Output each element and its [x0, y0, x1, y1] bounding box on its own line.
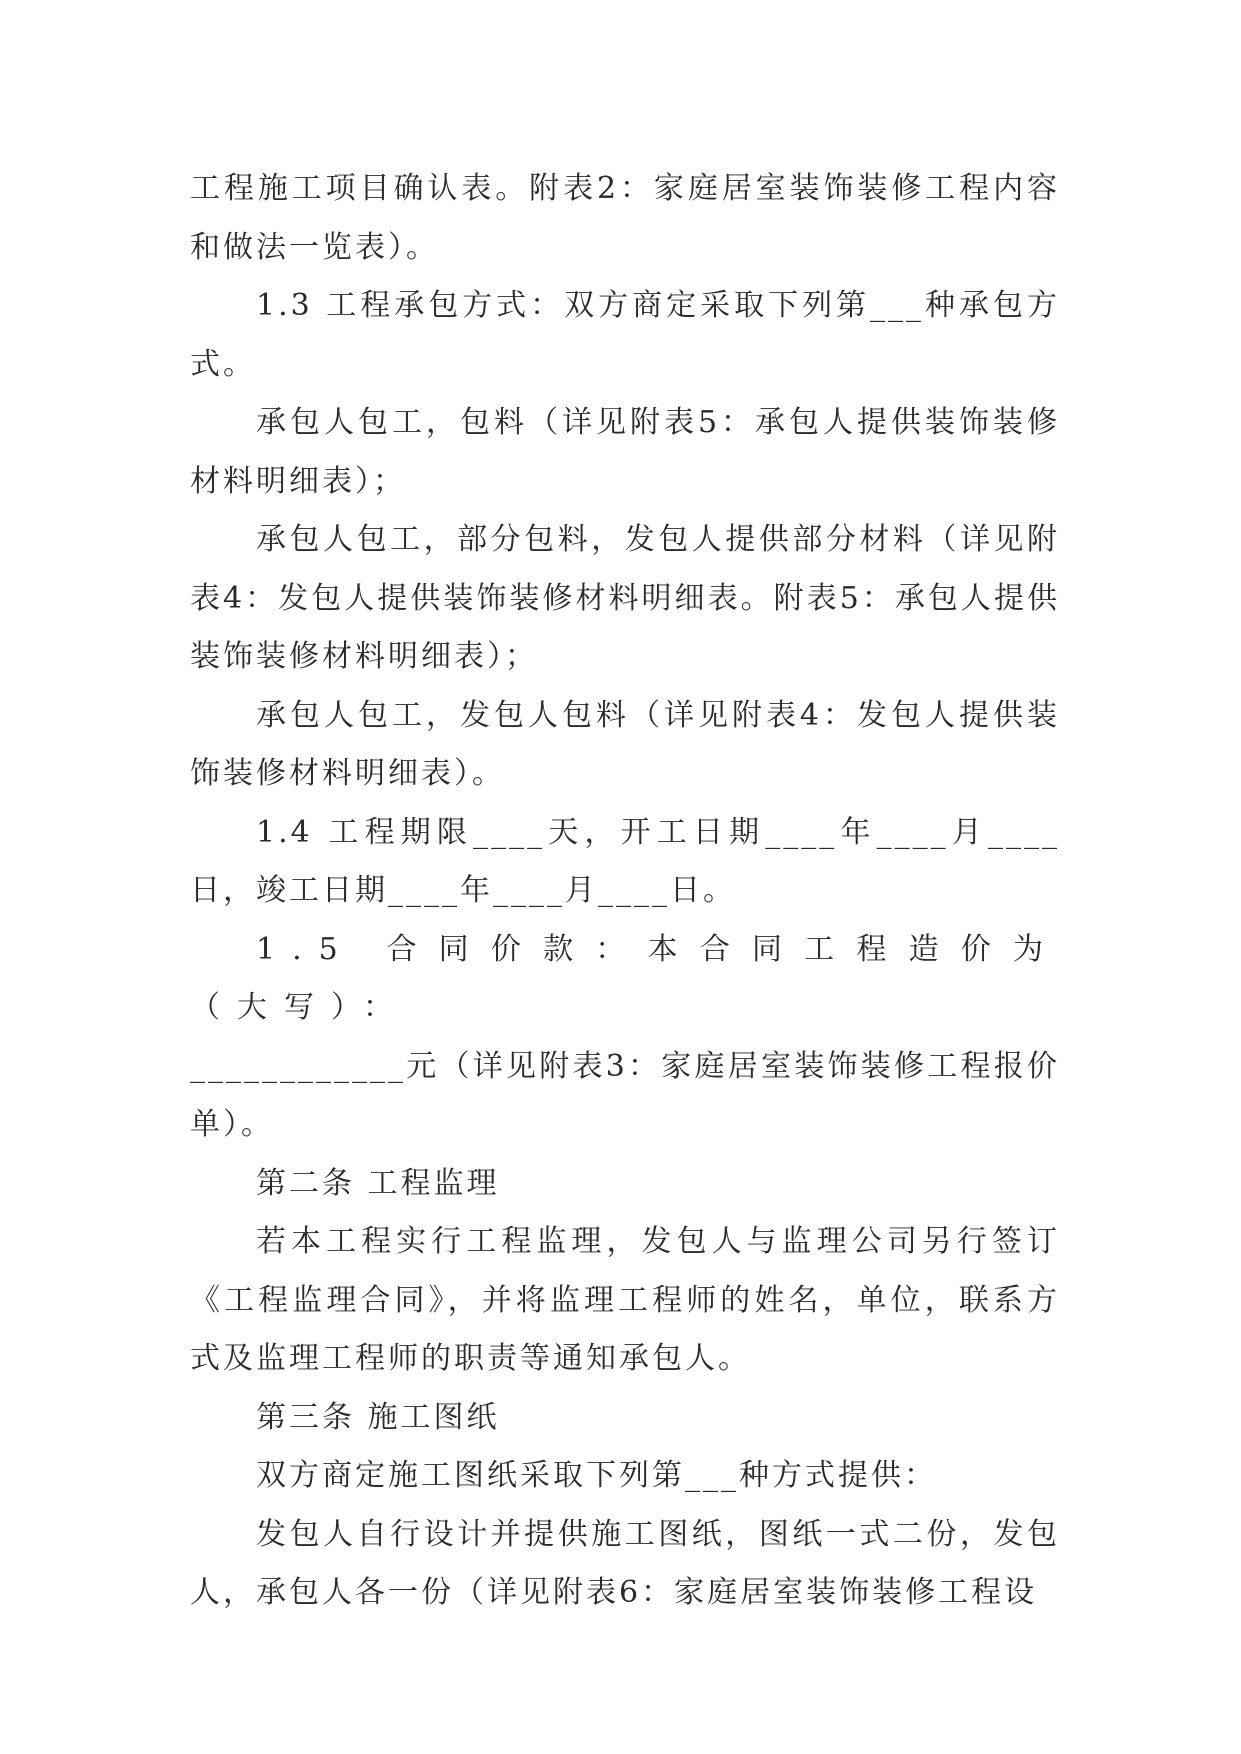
heading-article-two: 第二条 工程监理: [256, 1165, 500, 1201]
paragraph-supervision: 若本工程实行工程监理，发包人与监理公司另行签订《工程监理合同》，并将监理工程师的姓名，单位，联系方式及监理工程师的职责等通知承包人。: [190, 1224, 1060, 1376]
paragraph-continuation: 工程施工项目确认表。附表2：家庭居室装饰装修工程内容和做法一览表）。: [190, 171, 1060, 265]
paragraph-drawing-option-owner: 发包人自行设计并提供施工图纸，图纸一式二份，发包人，承包人各一份（详见附表6：家庭居室装饰装修工程设: [190, 1516, 1060, 1610]
paragraph-contract-price-line1: 1.5 合同价款：本合同工程造价为（大写）：: [190, 931, 1060, 1025]
paragraph-option-owner-materials: 承包人包工，发包人包料（详见附表4：发包人提供装饰装修材料明细表）。: [190, 697, 1060, 791]
paragraph-contract-price-line2: ____________元（详见附表3：家庭居室装饰装修工程报价单）。: [190, 1048, 1060, 1142]
paragraph-option-partial-materials: 承包人包工，部分包料，发包人提供部分材料（详见附表4：发包人提供装饰装修材料明细表。附表5：承包人提供装饰装修材料明细表）；: [190, 522, 1060, 674]
paragraph-contract-method: 1.3 工程承包方式：双方商定采取下列第___种承包方式。: [190, 288, 1060, 382]
heading-article-three: 第三条 施工图纸: [256, 1399, 500, 1435]
document-body: [190, 160, 1060, 1623]
paragraph-project-period: 1.4 工程期限____天，开工日期____年____月____日，竣工日期____年____月____日。: [190, 814, 1060, 908]
paragraph-drawing-method: 双方商定施工图纸采取下列第___种方式提供：: [256, 1458, 937, 1493]
paragraph-option-labor-materials: 承包人包工，包料（详见附表5：承包人提供装饰装修材料明细表）；: [190, 405, 1060, 499]
